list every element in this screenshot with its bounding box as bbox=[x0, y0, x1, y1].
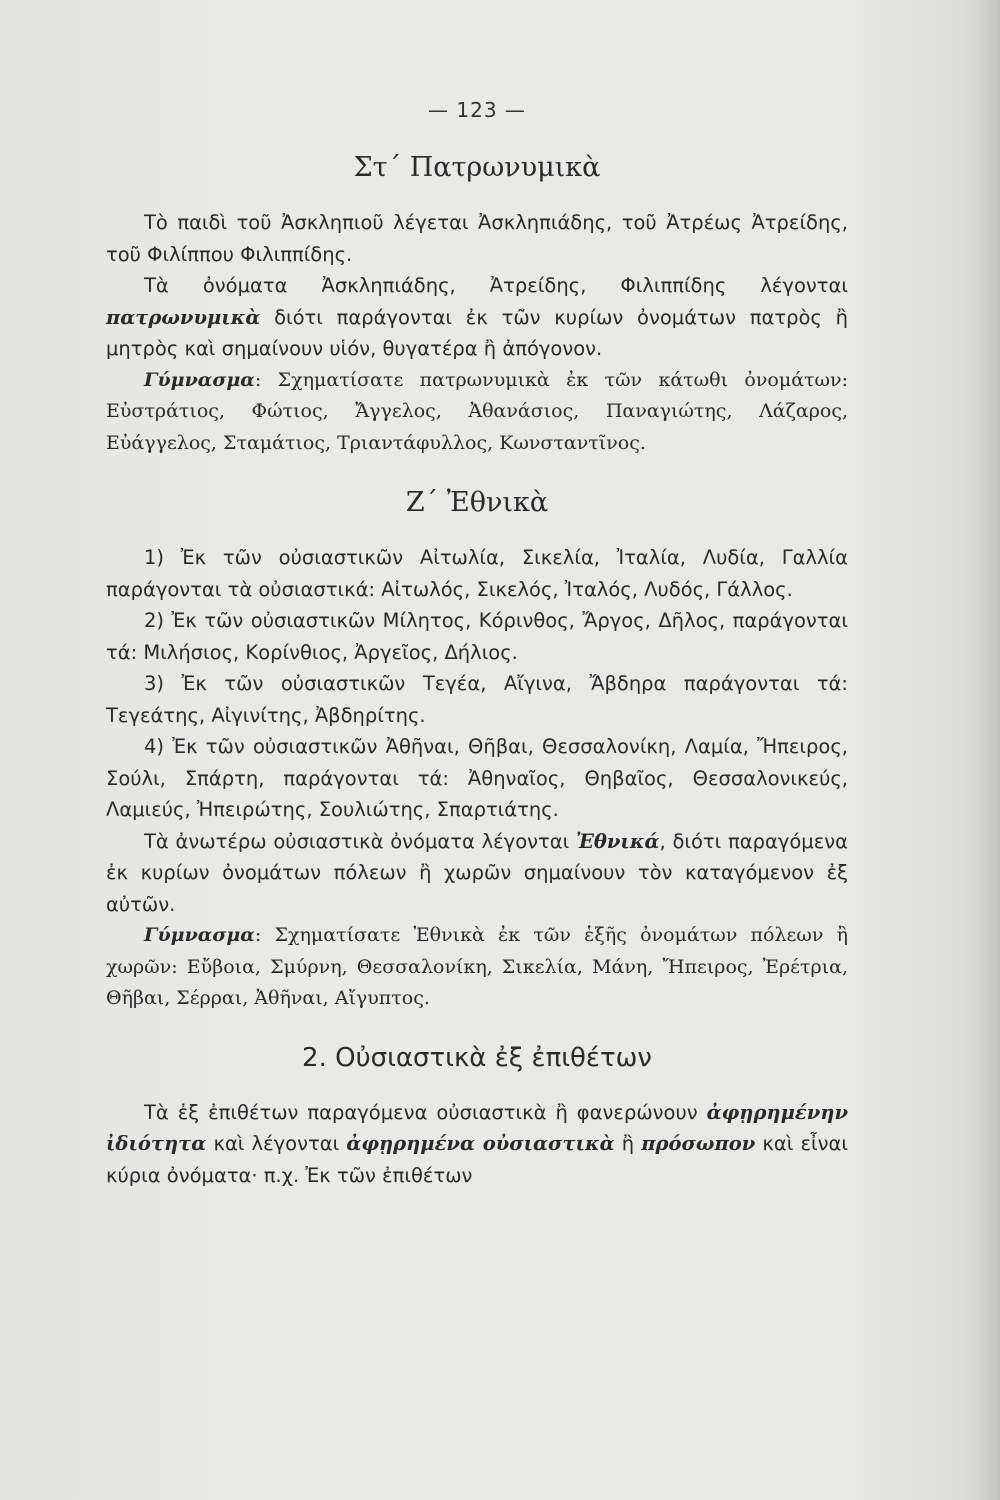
adj-part-3: ἢ bbox=[621, 1132, 635, 1155]
patronymic-term: πατρωνυμικὰ bbox=[106, 305, 261, 329]
patronymic-paragraph-1: Τὸ παιδὶ τοῦ Ἀσκληπιοῦ λέγεται Ἀσκληπιάδης, τοῦ Ἀτρέως Ἀτρείδης, τοῦ Φιλίππου Φιλιππίδης. bbox=[106, 211, 848, 266]
heading-ethnic: Ζ΄ Ἐθνικὰ bbox=[405, 487, 549, 518]
heading-adjectives: 2. Οὐσιαστικὰ ἐξ ἐπιθέτων bbox=[302, 1042, 652, 1073]
adj-part-2: καὶ λέγονται bbox=[213, 1132, 340, 1155]
adj-term-3: πρόσωπον bbox=[641, 1132, 756, 1155]
ethnic-term: Ἐθνικά bbox=[576, 829, 660, 853]
page-edge bbox=[978, 0, 1000, 1500]
ethnic-item-4: 4) Ἐκ τῶν οὐσιαστικῶν Ἀθῆναι, Θῆβαι, Θεσσαλονίκη, Λαμία, Ἤπειρος, Σούλι, Σπάρτη, παράγονται τά: Ἀθηναῖος, Θηβαῖος, Θεσσαλονικεύς, Λαμιεύς, Ἠπειρώτης, Σουλιώτης, Σπαρτιάτης. bbox=[106, 735, 848, 821]
ethnic-exercise bbox=[106, 920, 848, 1015]
ethnic-summary-before: Τὰ ἀνωτέρω οὐσιαστικὰ ὀνόματα λέγονται bbox=[144, 829, 570, 853]
page-number: — 123 — bbox=[428, 98, 526, 122]
adj-part-1: Τὰ ἐξ ἐπιθέτων παραγόμενα οὐσιαστικὰ ἢ φανερώνουν bbox=[144, 1100, 698, 1124]
ethnic-item-1: 1) Ἐκ τῶν οὐσιαστικῶν Αἰτωλία, Σικελία, Ἰταλία, Λυδία, Γαλλία παράγονται τὰ οὐσιαστικά: Αἰτωλός, Σικελός, Ἰταλός, Λυδός, Γάλλος. bbox=[106, 546, 848, 601]
exercise-label: Γύμνασμα bbox=[144, 368, 255, 391]
ethnic-item-3: 3) Ἐκ τῶν οὐσιαστικῶν Τεγέα, Αἴγινα, Ἄβδηρα παράγονται τά: Τεγεάτης, Αἰγινίτης, Ἀβδηρίτης. bbox=[106, 672, 848, 727]
exercise-text: : Σχηματίσατε Ἐθνικὰ ἐκ τῶν ἑξῆς ὀνομάτων πόλεων ἢ χωρῶν: Εὔβοια, Σμύρνη, Θεσσαλονίκη, Σικελία, Μάνη, Ἤπειρος, Ἐρέτρια, Θῆβαι, Σέρραι, Ἀθῆναι, Αἴγυπτος. bbox=[106, 924, 848, 1009]
exercise-label: Γύμνασμα bbox=[144, 924, 255, 946]
ethnic-item-2: 2) Ἐκ τῶν οὐσιαστικῶν Μίλητος, Κόρινθος, Ἄργος, Δῆλος, παράγονται τά: Μιλήσιος, Κορίνθιος, Ἀργεῖος, Δήλιος. bbox=[106, 609, 848, 664]
page-content bbox=[106, 98, 848, 1191]
patronymic-p2-after: διότι παράγονται ἐκ τῶν κυρίων ὀνομάτων πατρὸς ἢ μητρὸς καὶ σημαίνουν υἱόν, θυγατέρα ἢ ἀπόγονον. bbox=[106, 305, 848, 360]
patronymic-p2-before: Τὰ ὀνόματα Ἀσκληπιάδης, Ἀτρείδης, Φιλιππίδης λέγονται bbox=[144, 274, 848, 297]
adj-term-2: ἀφῃρημένα οὐσιαστικὰ bbox=[346, 1132, 615, 1155]
exercise-text: : Σχηματίσατε πατρωνυμικὰ ἐκ τῶν κάτωθι ὀνομάτων: Εὐστράτιος, Φώτιος, Ἄγγελος, Ἀθανάσιος, Παναγιώτης, Λάζαρος, Εὐάγγελος, Σταμάτιος, Τριαντάφυλλος, Κωνσταντῖνος. bbox=[106, 368, 848, 454]
patronymic-paragraph-2 bbox=[106, 270, 848, 365]
adj-term-1: ἀφῃρημένην ἰδιότητα bbox=[106, 1100, 848, 1155]
adj-part-4: καὶ εἶναι κύρια ὀνόματα· π.χ. Ἐκ τῶν ἐπιθέτων bbox=[106, 1132, 848, 1187]
ethnic-summary-after: , διότι παραγόμενα ἐκ κυρίων ὀνομάτων πόλεων ἢ χωρῶν σημαίνουν τὸν καταγόμενον ἐξ αὐτῶν. bbox=[106, 829, 849, 916]
ethnic-summary bbox=[106, 826, 848, 921]
adjectives-paragraph bbox=[106, 1097, 848, 1192]
heading-patronymic: Στ΄ Πατρωνυμικὰ bbox=[353, 152, 601, 183]
patronymic-exercise bbox=[106, 365, 848, 460]
